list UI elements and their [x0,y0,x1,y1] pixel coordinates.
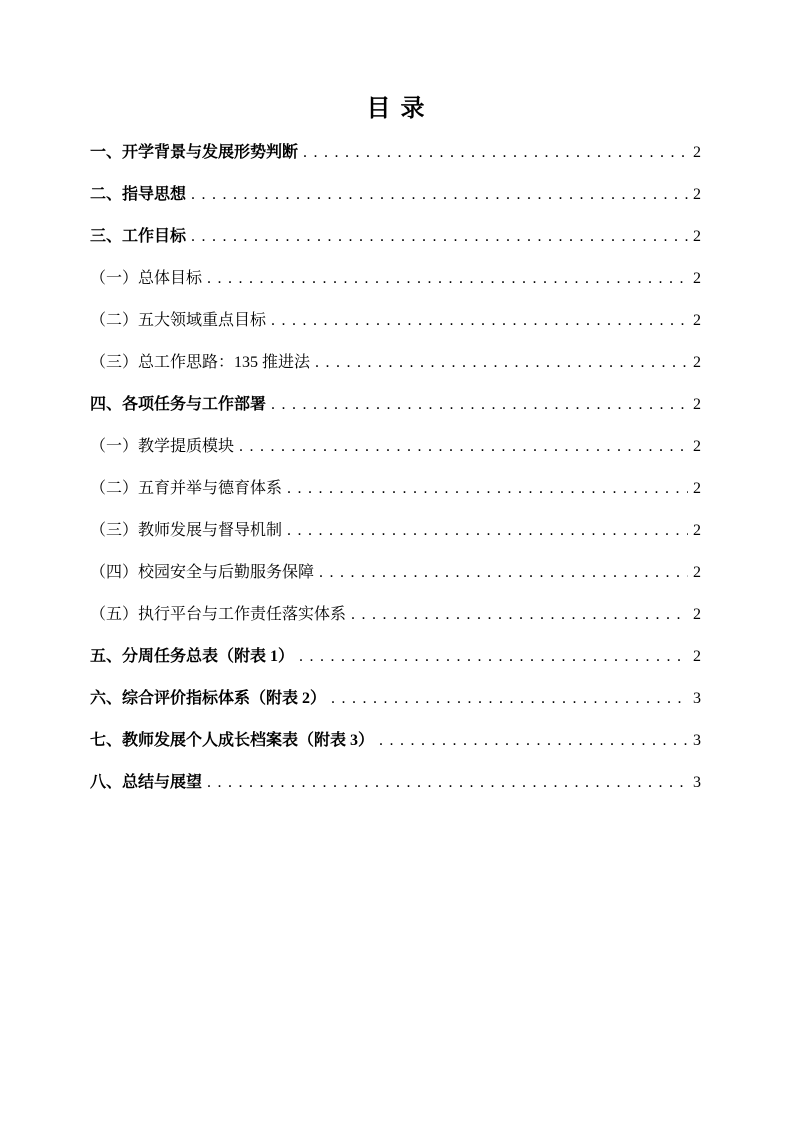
toc-entry[interactable] [90,636,701,678]
toc-page-number: 3 [693,690,701,707]
toc-page-number: 2 [693,438,701,455]
toc-dot-leader [271,384,688,426]
toc-entry[interactable] [90,216,701,258]
toc-dot-leader [207,258,688,300]
toc-entry-label[interactable]: （二）五育并举与德育体系 [90,480,283,497]
toc-entry-label[interactable]: 三、工作目标 [90,228,187,245]
toc-entry[interactable] [90,678,701,720]
toc-entry[interactable] [90,132,701,174]
toc-entry-label[interactable]: 二、指导思想 [90,186,187,203]
toc-entry-label[interactable]: （五）执行平台与工作责任落实体系 [90,606,347,623]
toc-entry-label[interactable]: 八、总结与展望 [90,774,203,791]
toc-entry-label[interactable]: 四、各项任务与工作部署 [90,396,267,413]
toc-entry-label[interactable]: （一）教学提质模块 [90,438,235,455]
toc-entry[interactable] [90,552,701,594]
toc-entry-label[interactable]: （一）总体目标 [90,270,203,287]
page-title: 目 录 [366,96,427,122]
toc-entry[interactable] [90,468,701,510]
toc-entry-label[interactable]: （三）教师发展与督导机制 [90,522,283,539]
toc-dot-leader [319,552,688,594]
toc-entry[interactable] [90,258,701,300]
toc-entry-label[interactable]: （三）总工作思路：135 推进法 [90,354,311,371]
toc-page-number: 2 [693,186,701,203]
toc-page-number: 2 [693,228,701,245]
toc-entry-label[interactable]: 一、开学背景与发展形势判断 [90,144,299,161]
toc-entry-label[interactable]: 五、分周任务总表（附表 1） [90,648,295,665]
toc-dot-leader [271,300,688,342]
toc-entry[interactable] [90,300,701,342]
toc-page-number: 3 [693,774,701,791]
toc-page-number: 2 [693,270,701,287]
toc-page-number: 2 [693,144,701,161]
toc-page-number: 2 [693,606,701,623]
toc-entry[interactable] [90,594,701,636]
toc-entry[interactable] [90,762,701,804]
toc-entry[interactable] [90,720,701,762]
toc-dot-leader [351,594,688,636]
toc-dot-leader [207,762,688,804]
toc-page-number: 2 [693,522,701,539]
toc-entry[interactable] [90,426,701,468]
toc-page-number: 2 [693,396,701,413]
toc-entry-label[interactable]: （四）校园安全与后勤服务保障 [90,564,315,581]
toc-dot-leader [331,678,688,720]
toc-entry[interactable] [90,342,701,384]
toc-entry[interactable] [90,174,701,216]
toc-dot-leader [191,216,688,258]
toc-page-number: 2 [693,354,701,371]
table-of-contents [90,132,701,804]
toc-page-number: 2 [693,648,701,665]
toc-page-number: 2 [693,480,701,497]
toc-page-number: 3 [693,732,701,749]
toc-dot-leader [191,174,688,216]
toc-entry-label[interactable]: 六、综合评价指标体系（附表 2） [90,690,327,707]
toc-entry-label[interactable]: （二）五大领域重点目标 [90,312,267,329]
toc-entry[interactable] [90,384,701,426]
toc-dot-leader [299,636,688,678]
toc-page-number: 2 [693,564,701,581]
toc-entry[interactable] [90,510,701,552]
toc-dot-leader [287,510,688,552]
toc-dot-leader [287,468,688,510]
toc-dot-leader [303,132,688,174]
toc-dot-leader [239,426,688,468]
toc-dot-leader [379,720,688,762]
toc-entry-label[interactable]: 七、教师发展个人成长档案表（附表 3） [90,732,375,749]
toc-page-number: 2 [693,312,701,329]
toc-dot-leader [315,342,688,384]
